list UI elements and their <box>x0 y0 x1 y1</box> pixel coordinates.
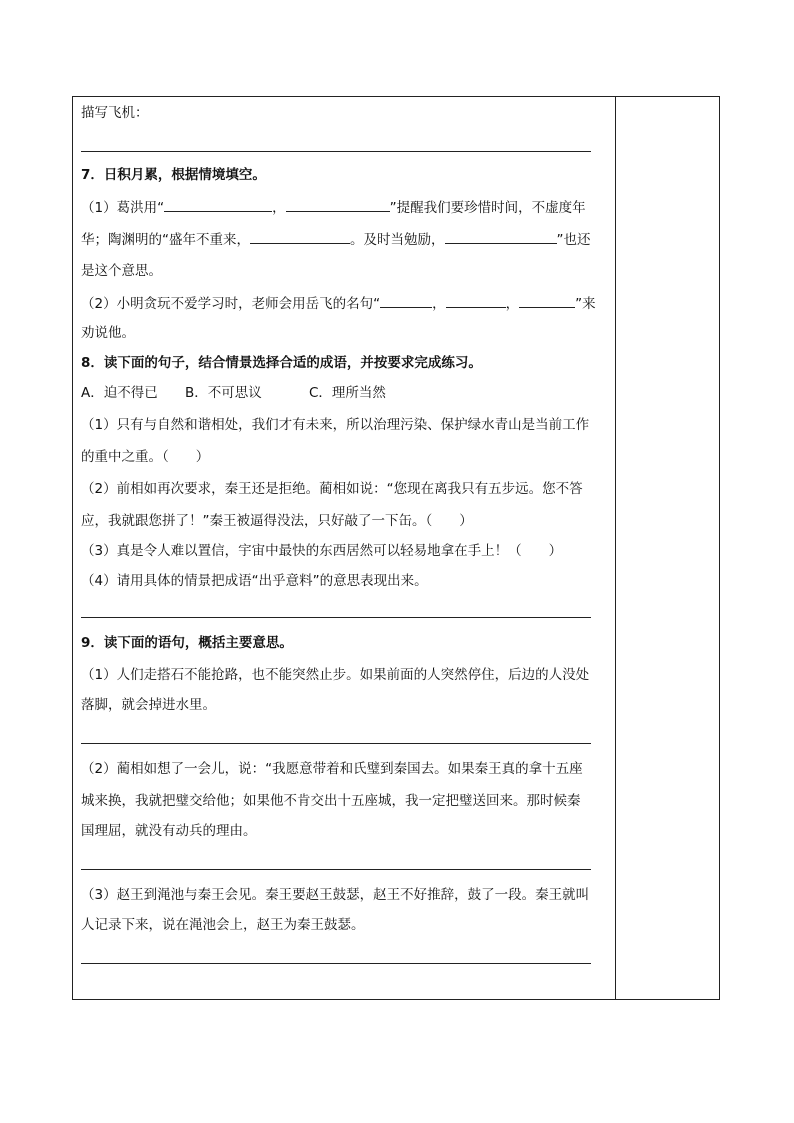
worksheet-table <box>72 96 720 1000</box>
answer-line[interactable] <box>81 151 591 152</box>
answer-line[interactable] <box>81 617 591 618</box>
column-divider <box>615 97 616 999</box>
option-a: A．迫不得已 <box>81 385 158 401</box>
q9-p2-line2: 城来换，我就把璧交给他；如果他不肯交出十五座城，我一定把璧送回来。那时候秦 <box>81 793 581 809</box>
q9-p2-line3: 国理屈，就没有动兵的理由。 <box>81 823 257 839</box>
blank[interactable] <box>445 229 557 244</box>
q9-title: 9．读下面的语句，概括主要意思。 <box>81 635 293 651</box>
q9-p2-line1: （2）蔺相如想了一会儿，说：“我愿意带着和氏璧到秦国去。如果秦王真的拿十五座 <box>81 761 583 777</box>
q8-s1-line2: 的重中之重。（ ） <box>81 449 210 465</box>
q8-options <box>81 383 386 403</box>
blank[interactable] <box>519 293 575 308</box>
answer-line[interactable] <box>81 743 591 744</box>
q7-title: 7．日积月累，根据情境填空。 <box>81 167 266 183</box>
q8-s4: （4）请用具体的情景把成语“出乎意料”的意思表现出来。 <box>81 573 428 589</box>
q8-title: 8．读下面的句子，结合情景选择合适的成语，并按要求完成练习。 <box>81 355 482 371</box>
q7-p1-line2: 华；陶渊明的“盛年不重来， 。及时当勉励， ”也还 <box>81 229 591 250</box>
answer-line[interactable] <box>81 869 591 870</box>
q7-p1-line1: （1）葛洪用“ ， ”提醒我们要珍惜时间，不虚度年 <box>81 197 586 218</box>
blank[interactable] <box>250 229 350 244</box>
blank[interactable] <box>446 293 506 308</box>
q8-s2-line2: 应，我就跟您拼了！”秦王被逼得没法，只好敲了一下缶。（ ） <box>81 513 473 529</box>
blank[interactable] <box>380 293 432 308</box>
describe-plane-label: 描写飞机： <box>81 105 149 121</box>
answer-line[interactable] <box>81 963 591 964</box>
q7-p1-line3: 是这个意思。 <box>81 263 162 279</box>
q7-p2-line2: 劝说他。 <box>81 325 135 341</box>
blank[interactable] <box>286 197 390 212</box>
option-c: C．理所当然 <box>309 385 386 401</box>
q9-p1-line1: （1）人们走搭石不能抢路，也不能突然止步。如果前面的人突然停住，后边的人没处 <box>81 667 590 683</box>
option-b: B．不可思议 <box>185 385 262 401</box>
q8-s3: （3）真是令人难以置信，宇宙中最快的东西居然可以轻易地拿在手上！（ ） <box>81 543 563 559</box>
q7-p2-line1: （2）小明贪玩不爱学习时，老师会用岳飞的名句“ ， ， ”来 <box>81 293 596 314</box>
q8-s1-line1: （1）只有与自然和谐相处，我们才有未来，所以治理污染、保护绿水青山是当前工作 <box>81 417 590 433</box>
q9-p3-line2: 人记录下来，说在渑池会上，赵王为秦王鼓瑟。 <box>81 917 365 933</box>
q8-s2-line1: （2）前相如再次要求，秦王还是拒绝。蔺相如说：“您现在离我只有五步远。您不答 <box>81 481 583 497</box>
blank[interactable] <box>164 197 272 212</box>
q9-p1-line2: 落脚，就会掉进水里。 <box>81 697 216 713</box>
q9-p3-line1: （3）赵王到渑池与秦王会见。秦王要赵王鼓瑟，赵王不好推辞，鼓了一段。秦王就叫 <box>81 887 590 903</box>
